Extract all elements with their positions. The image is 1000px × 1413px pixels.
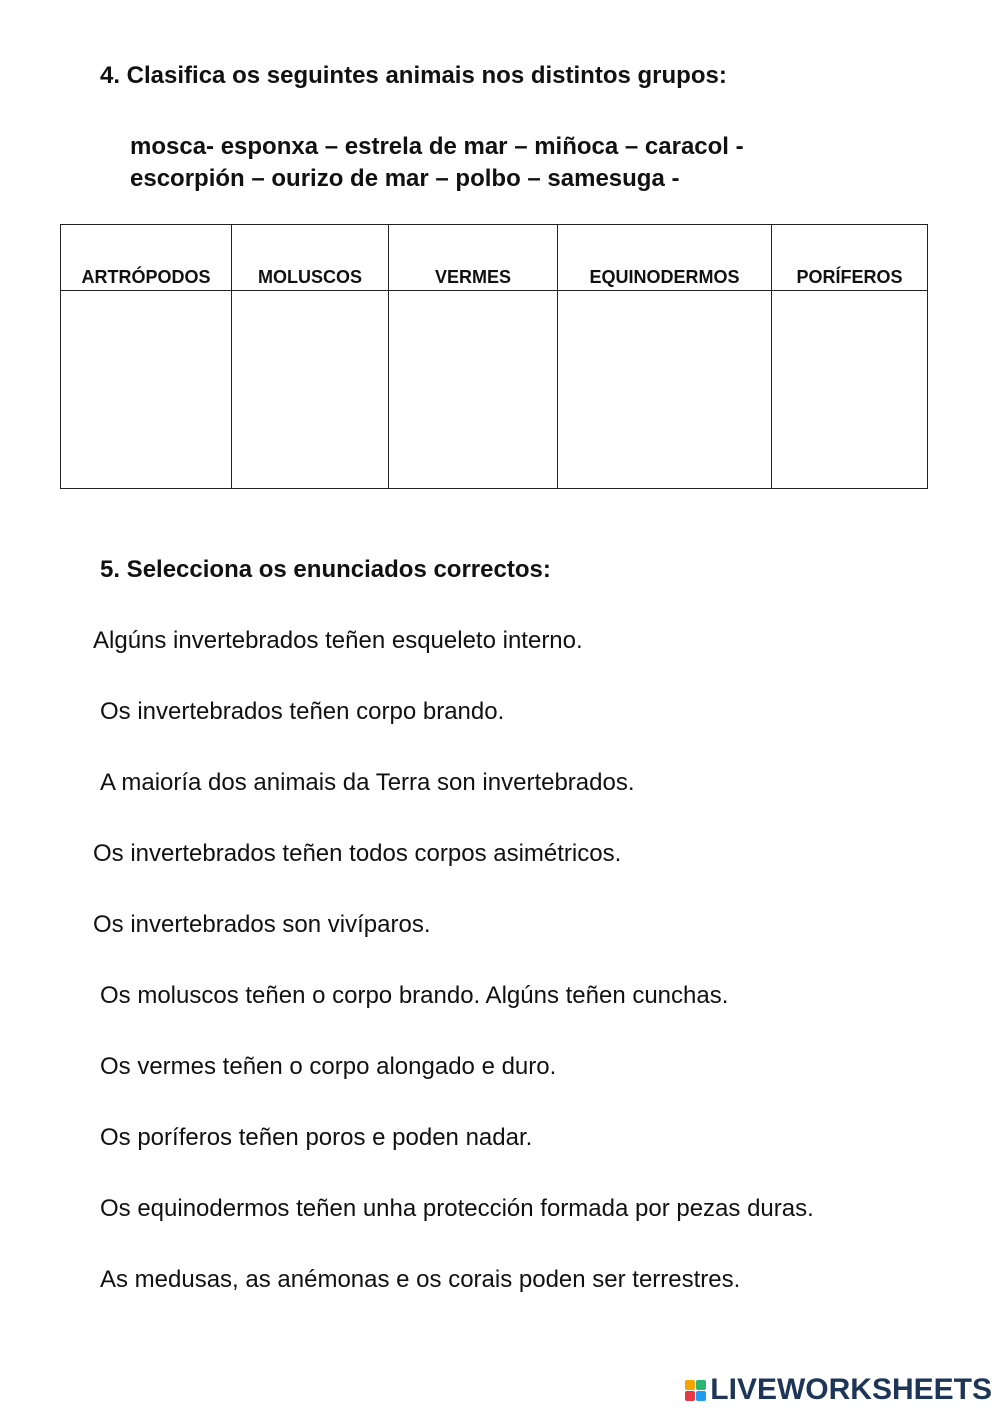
drop-zone-vermes[interactable]: [389, 291, 558, 489]
logo-grid-icon: [685, 1380, 706, 1401]
header-poriferos: PORÍFEROS: [772, 225, 928, 291]
word-bank-line-1: mosca- esponxa – estrela de mar – miñoca – caracol -: [130, 133, 744, 160]
statement-option[interactable]: Os equinodermos teñen unha protección formada por pezas duras.: [100, 1195, 814, 1222]
header-equinodermos: EQUINODERMOS: [558, 225, 772, 291]
liveworksheets-logo: [685, 1373, 992, 1407]
statement-option[interactable]: Os vermes teñen o corpo alongado e duro.: [100, 1053, 557, 1080]
drop-zone-moluscos[interactable]: [232, 291, 389, 489]
header-moluscos: MOLUSCOS: [232, 225, 389, 291]
logo-square-icon: [685, 1391, 695, 1401]
logo-text: LIVEWORKSHEETS: [710, 1373, 992, 1406]
logo-square-icon: [685, 1380, 695, 1390]
drop-zone-poriferos[interactable]: [772, 291, 928, 489]
statement-option[interactable]: Os invertebrados son vivíparos.: [93, 911, 431, 938]
answer-row: [61, 291, 928, 489]
question-5-title: 5. Selecciona os enunciados correctos:: [100, 556, 551, 583]
statement-option[interactable]: A maioría dos animais da Terra son invertebrados.: [100, 769, 635, 796]
drop-zone-artropodos[interactable]: [61, 291, 232, 489]
question-4-title: 4. Clasifica os seguintes animais nos distintos grupos:: [100, 62, 727, 89]
logo-square-icon: [696, 1380, 706, 1390]
animal-word-bank: [130, 131, 744, 195]
statement-option[interactable]: Os invertebrados teñen corpo brando.: [100, 698, 505, 725]
header-vermes: VERMES: [389, 225, 558, 291]
statement-option[interactable]: Os poríferos teñen poros e poden nadar.: [100, 1124, 533, 1151]
drop-zone-equinodermos[interactable]: [558, 291, 772, 489]
table-header-row: [61, 225, 928, 291]
statement-option[interactable]: As medusas, as anémonas e os corais poden ser terrestres.: [100, 1266, 741, 1293]
statement-option[interactable]: Os moluscos teñen o corpo brando. Algúns teñen cunchas.: [100, 982, 729, 1009]
word-bank-line-2: escorpión – ourizo de mar – polbo – samesuga -: [130, 165, 680, 192]
statement-option[interactable]: Os invertebrados teñen todos corpos asimétricos.: [93, 840, 622, 867]
statement-option[interactable]: Algúns invertebrados teñen esqueleto interno.: [93, 627, 583, 654]
logo-square-icon: [696, 1391, 706, 1401]
classification-table: [60, 224, 928, 489]
header-artropodos: ARTRÓPODOS: [61, 225, 232, 291]
